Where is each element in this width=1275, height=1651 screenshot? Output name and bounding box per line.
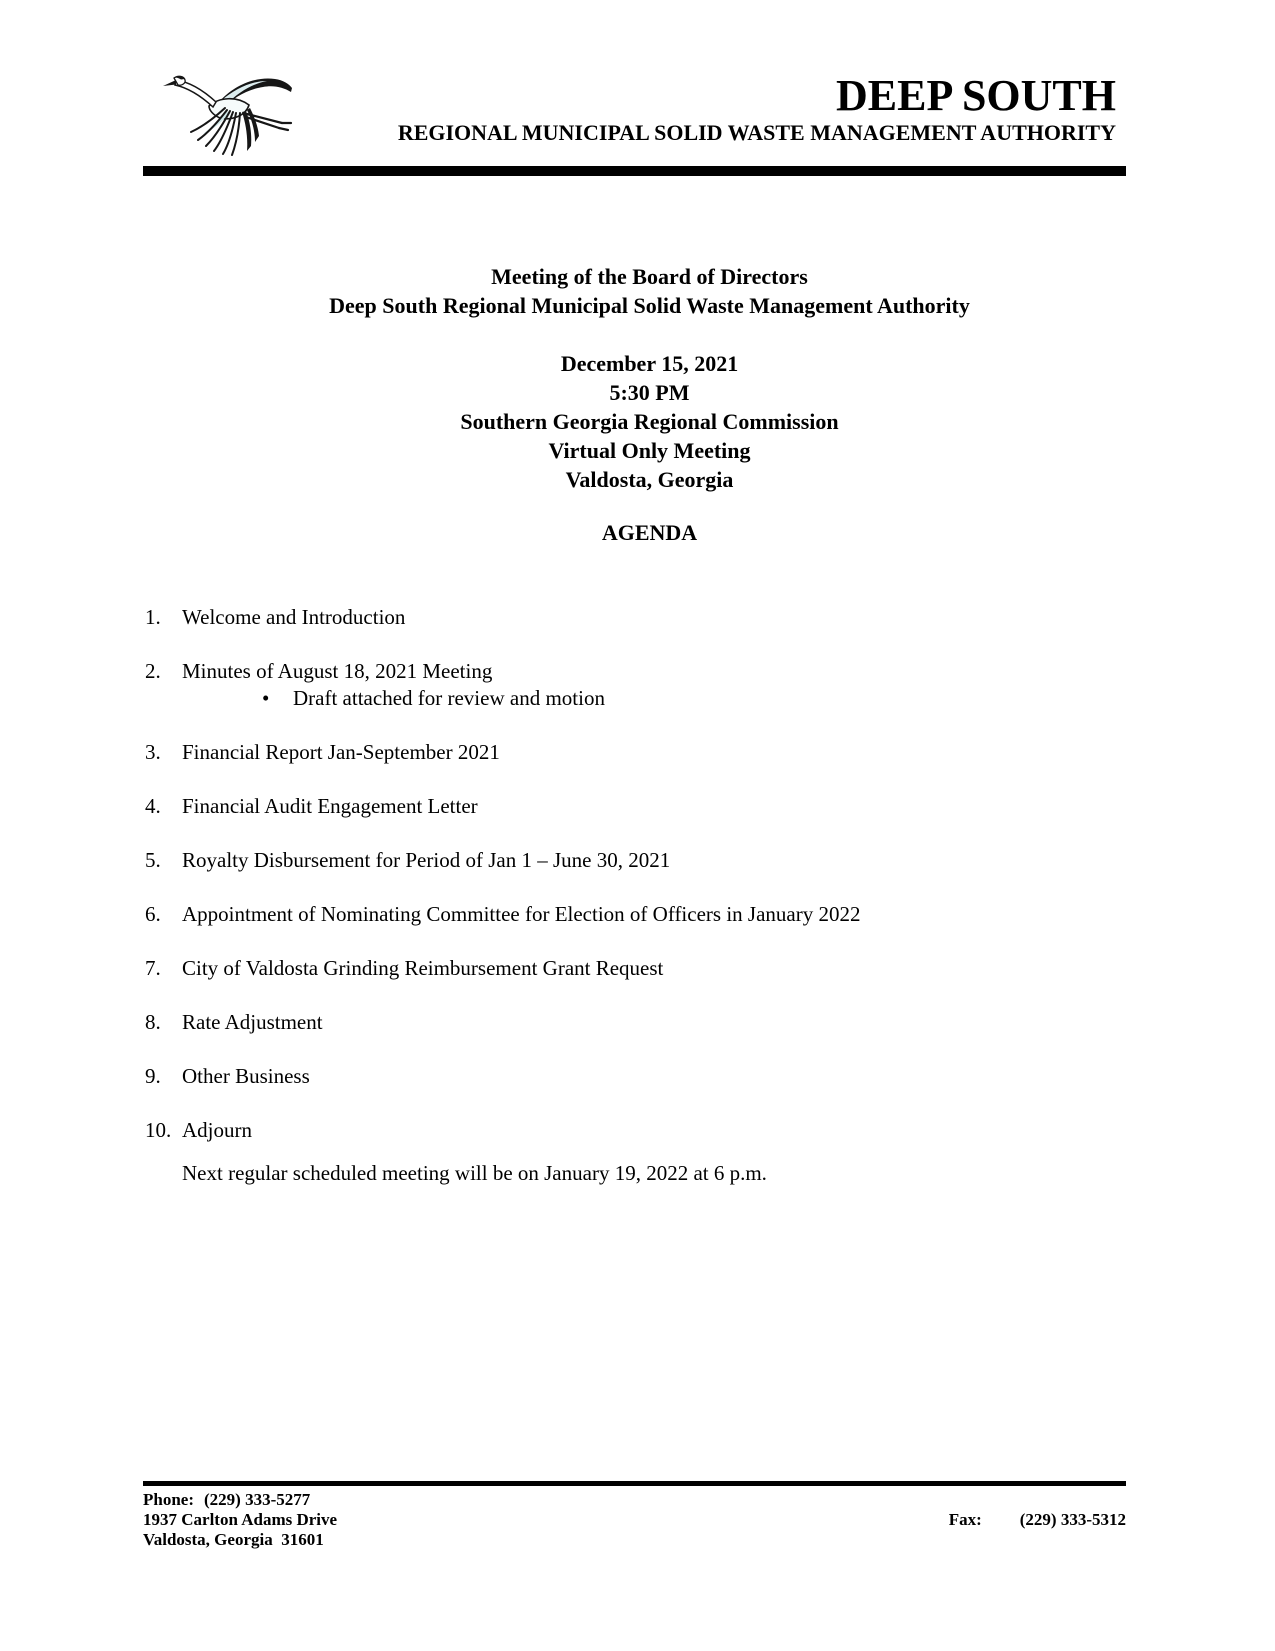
agenda-item-number: 3. [145,740,161,764]
agenda-item-text: Other Business [182,1064,310,1088]
next-meeting-note: Next regular scheduled meeting will be on January 19, 2022 at 6 p.m. [182,1161,767,1185]
agenda-item [145,1063,1126,1090]
agenda-item-text: Appointment of Nominating Committee for Election of Officers in January 2022 [182,902,861,926]
footer-fax [949,1510,1126,1530]
agenda-item-number: 10. [145,1118,172,1142]
meeting-time: 5:30 PM [609,380,690,405]
crane-logo-icon [163,64,295,160]
meeting-info [143,262,1126,547]
meeting-location: Southern Georgia Regional Commission [460,409,839,434]
letterhead [143,62,1126,176]
agenda-sub-item [262,685,1126,712]
address-line1: 1937 Carlton Adams Drive [143,1510,338,1529]
meeting-format: Virtual Only Meeting [548,438,751,463]
agenda-item-text: Royalty Disbursement for Period of Jan 1 – June 30, 2021 [182,848,671,872]
phone-value: (229) 333-5277 [204,1490,311,1509]
agenda-item [145,658,1126,685]
agenda-sub-item-text: Draft attached for review and motion [293,686,605,710]
agenda-item-number: 9. [145,1064,161,1088]
agenda-item-number: 2. [145,659,161,683]
meeting-date: December 15, 2021 [560,351,739,376]
footer-phone-line [143,1490,1126,1510]
agenda-item [145,1009,1126,1036]
agenda-item [145,793,1126,820]
meeting-title-line1: Meeting of the Board of Directors [491,264,808,289]
agenda-item-number: 6. [145,902,161,926]
agenda-heading: AGENDA [601,520,698,545]
agenda-item [145,739,1126,766]
agenda-item-number: 1. [145,605,161,629]
page-footer [143,1481,1126,1550]
agenda-item-text: City of Valdosta Grinding Reimbursement Grant Request [182,956,664,980]
meeting-title-line2: Deep South Regional Municipal Solid Waste Management Authority [329,293,970,318]
header-divider [143,166,1126,176]
agenda-item-text: Adjourn [182,1118,252,1142]
bullet-icon: • [262,686,270,710]
agenda-item-text: Rate Adjustment [182,1010,323,1034]
agenda-item-number: 8. [145,1010,161,1034]
fax-label: Fax: [948,1510,982,1529]
agenda-item-text: Financial Audit Engagement Letter [182,794,478,818]
address-line2: Valdosta, Georgia 31601 [143,1530,324,1549]
agenda-item [145,847,1126,874]
agenda-item [145,901,1126,928]
agenda-item [145,1117,1126,1144]
agenda-item [145,955,1126,982]
footer-address-fax-line [143,1510,1126,1530]
spacer [173,320,1126,349]
agenda-item-number: 5. [145,848,161,872]
fax-value: (229) 333-5312 [1019,1510,1126,1529]
agenda-item-text: Financial Report Jan-September 2021 [182,740,500,764]
agenda-list [145,604,1126,1144]
agenda-item-number: 4. [145,794,161,818]
agenda-item [145,604,1126,631]
agenda-item-text: Minutes of August 18, 2021 Meeting [182,659,493,683]
agenda-item-text: Welcome and Introduction [182,605,406,629]
meeting-city: Valdosta, Georgia [565,467,734,492]
org-subtitle: REGIONAL MUNICIPAL SOLID WASTE MANAGEMENT AUTHORITY [397,120,1116,145]
org-title: DEEP SOUTH [836,71,1116,120]
agenda-item-number: 7. [145,956,161,980]
phone-label: Phone: [143,1490,194,1509]
